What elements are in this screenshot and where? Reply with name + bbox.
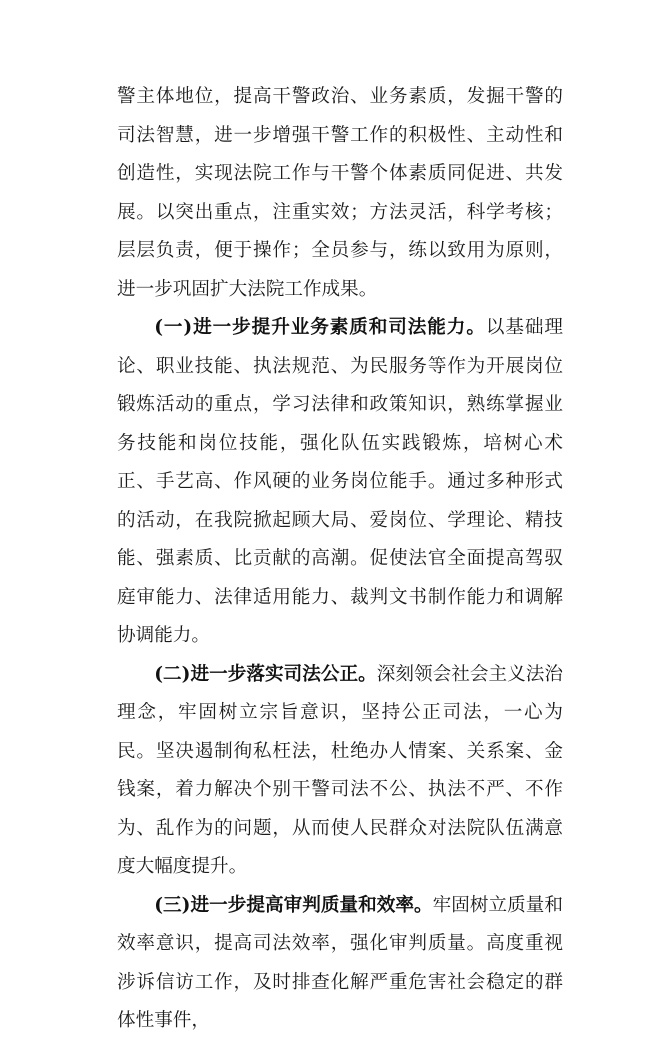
paragraph-text: 以基础理论、职业技能、执法规范、为民服务等作为开展岗位锻炼活动的重点，学习法律和政策知识，熟练掌握业务技能和岗位技能，强化队伍实践锻炼，培树心术正、手艺高、作风硬的业务岗位能手。通过多种形式的活动，在我院掀起顾大局、爱岗位、学理论、精技能、强素质、比贡献的高潮。促使法官全面提高驾驭庭审能力、法律适用能力、裁判文书制作能力和调解协调能力。: [117, 317, 563, 646]
paragraph-text: 深刻领会社会主义法治理念，牢固树立宗旨意识，坚持公正司法，一心为民。坚决遏制徇私枉法，杜绝办人情案、关系案、金钱案，着力解决个别干警司法不公、执法不严、不作为、乱作为的问题，从而使人民群众对法院队伍满意度大幅度提升。: [117, 663, 563, 877]
paragraph-section-3: [117, 887, 563, 1041]
paragraph-text: 牢固树立质量和效率意识，提高司法效率，强化审判质量。高度重视涉诉信访工作，及时排查化解严重危害社会稳定的群体性事件，: [117, 894, 563, 1031]
paragraph-intro-continuation: [117, 78, 563, 309]
paragraph-section-2: [117, 656, 563, 887]
section-heading-2: (二)进一步落实司法公正。: [154, 663, 377, 685]
document-body: [117, 78, 563, 1041]
paragraph-section-1: [117, 309, 563, 656]
section-heading-3: (三)进一步提高审判质量和效率。: [154, 894, 433, 916]
paragraph-text: 警主体地位，提高干警政治、业务素质，发掘干警的司法智慧，进一步增强干警工作的积极性、主动性和创造性，实现法院工作与干警个体素质同促进、共发展。以突出重点，注重实效；方法灵活，科学考核；层层负责，便于操作；全员参与，练以致用为原则，进一步巩固扩大法院工作成果。: [117, 86, 563, 300]
section-heading-1: (一)进一步提升业务素质和司法能力。: [154, 317, 486, 338]
